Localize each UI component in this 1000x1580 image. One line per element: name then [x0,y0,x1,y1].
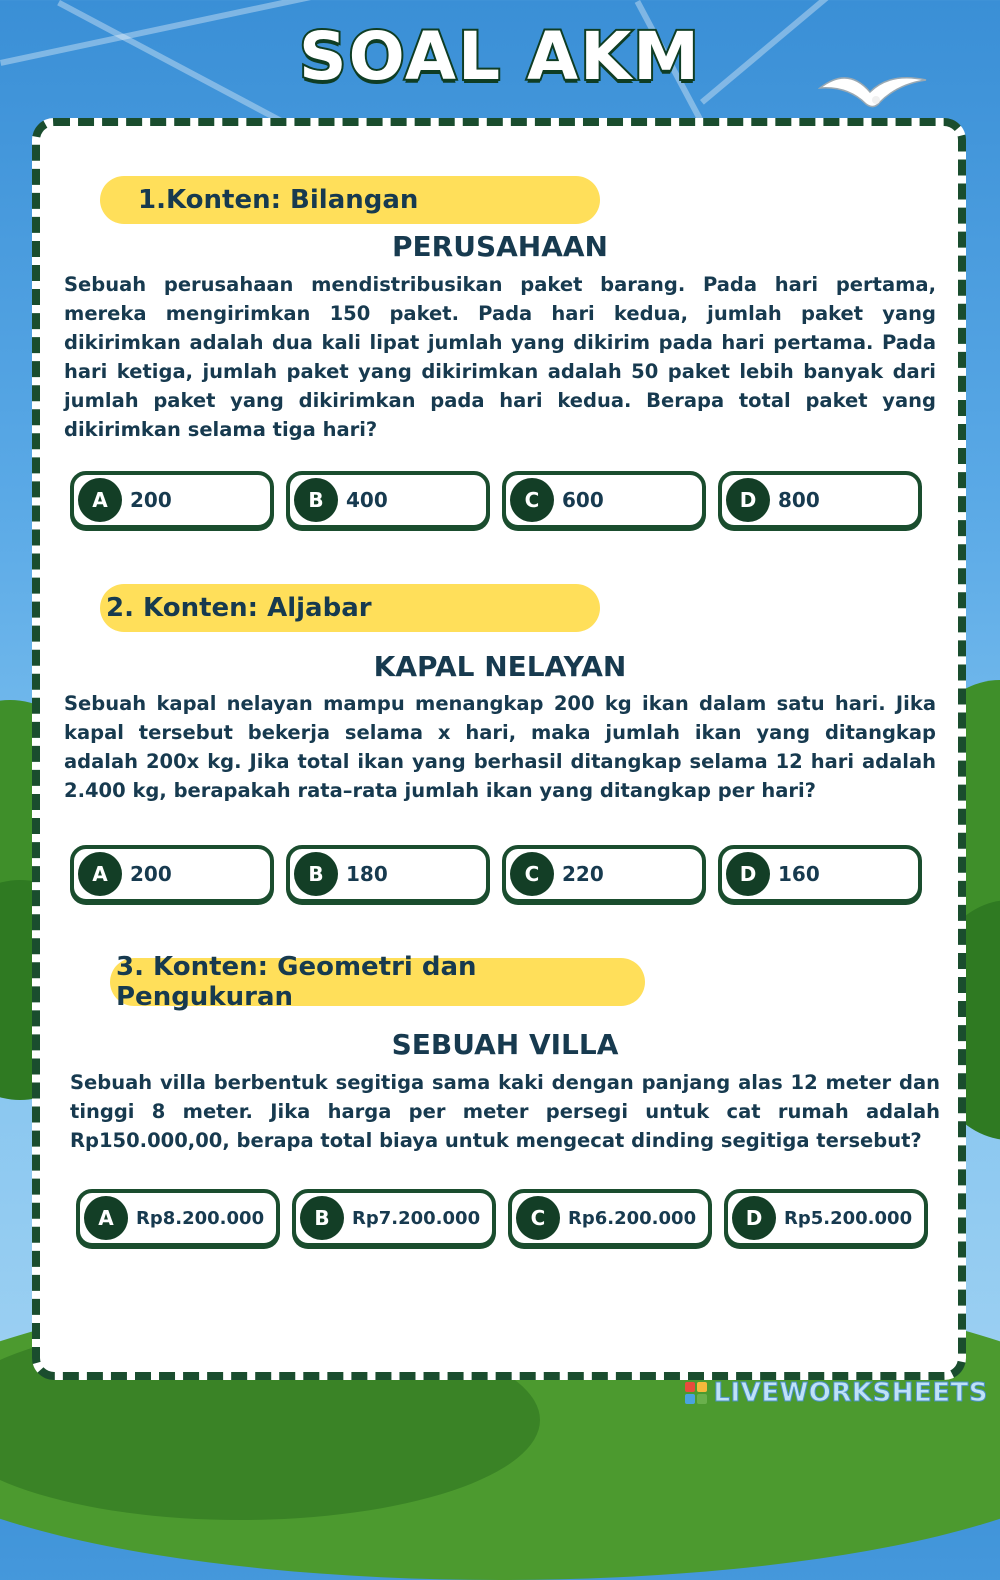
option-value: Rp6.200.000 [568,1207,697,1229]
answer-options [70,845,922,903]
question-text: Sebuah perusahaan mendistribusikan paket barang. Pada hari pertama, mereka mengirimkan 150 paket. Pada hari kedua, jumlah paket yang dikirimkan adalah dua kali lipat jumlah yang dikirim pada hari pertama. Pada hari ketiga, jumlah paket yang dikirimkan adalah 50 paket lebih banyak dari jumlah paket yang dikirimkan pada hari kedua. Berapa total paket yang dikirimkan selama tiga hari? [64,273,936,441]
option-letter: A [78,478,122,522]
option-value: 200 [130,488,172,512]
option-value: Rp5.200.000 [784,1207,913,1229]
option-b[interactable] [286,471,490,529]
option-a[interactable] [70,471,274,529]
option-value: 200 [130,862,172,886]
option-value: 220 [562,862,604,886]
question-text: Sebuah kapal nelayan mampu menangkap 200 kg ikan dalam satu hari. Jika kapal tersebut bekerja selama x hari, maka jumlah ikan yang ditangkap adalah 200x kg. Jika total ikan yang berhasil ditangkap selama 12 hari adalah 2.400 kg, berapakah rata–rata jumlah ikan yang ditangkap per hari? [64,692,936,802]
option-b[interactable] [292,1189,496,1247]
option-d[interactable] [724,1189,928,1247]
section-label: 1.Konten: Bilangan [100,176,600,224]
option-letter: D [732,1196,776,1240]
option-letter: A [78,852,122,896]
option-letter: C [510,478,554,522]
option-value: 600 [562,488,604,512]
option-b[interactable] [286,845,490,903]
liveworksheets-logo-icon [685,1382,707,1404]
watermark [685,1378,988,1408]
page-title: SOAL AKM [299,18,701,95]
option-c[interactable] [508,1189,712,1247]
option-value: Rp8.200.000 [136,1207,265,1229]
answer-options [70,471,922,529]
option-letter: B [294,852,338,896]
option-value: 400 [346,488,388,512]
option-value: 180 [346,862,388,886]
option-d[interactable] [718,471,922,529]
option-a[interactable] [76,1189,280,1247]
option-letter: C [510,852,554,896]
option-letter: D [726,852,770,896]
question-title: KAPAL NELAYAN [373,650,627,683]
answer-options [76,1189,928,1247]
watermark-text: LIVEWORKSHEETS [713,1378,988,1408]
section-label: 3. Konten: Geometri dan Pengukuran [110,958,645,1006]
section-label: 2. Konten: Aljabar [100,584,600,632]
option-value: 800 [778,488,820,512]
option-value: 160 [778,862,820,886]
option-letter: A [84,1196,128,1240]
question-title: SEBUAH VILLA [391,1028,619,1061]
option-letter: B [294,478,338,522]
option-c[interactable] [502,471,706,529]
option-c[interactable] [502,845,706,903]
question-title: PERUSAHAAN [392,230,608,263]
option-letter: D [726,478,770,522]
option-a[interactable] [70,845,274,903]
option-letter: C [516,1196,560,1240]
option-letter: B [300,1196,344,1240]
option-d[interactable] [718,845,922,903]
option-value: Rp7.200.000 [352,1207,481,1229]
question-text: Sebuah villa berbentuk segitiga sama kaki dengan panjang alas 12 meter dan tinggi 8 meter. Jika harga per meter persegi untuk cat rumah adalah Rp150.000,00, berapa total biaya untuk mengecat dinding segitiga tersebut? [70,1071,940,1152]
